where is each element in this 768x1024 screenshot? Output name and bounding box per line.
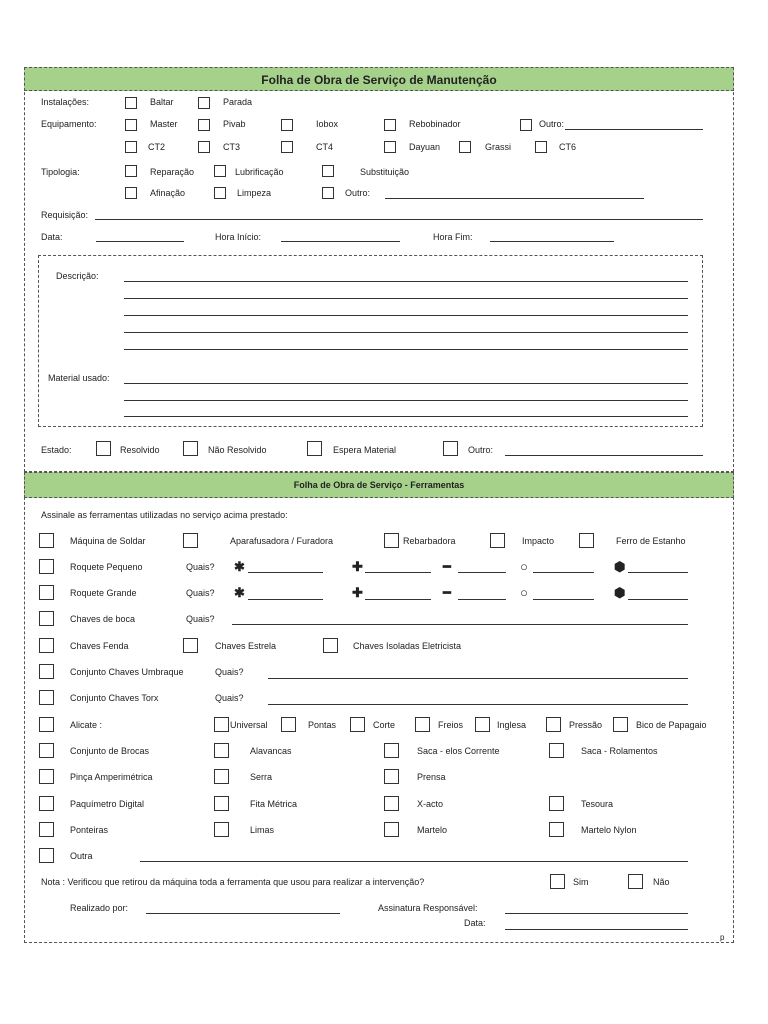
label-chaves-estrela: Chaves Estrela (215, 641, 277, 651)
checkbox-roquete-grande[interactable] (39, 585, 54, 600)
label-lubrificacao: Lubrificação (235, 167, 284, 177)
checkbox-alicate-pontas[interactable] (281, 717, 296, 732)
checkbox-saca-elos[interactable] (384, 743, 399, 758)
checkbox-parada[interactable] (198, 97, 210, 109)
label-rebobinador: Rebobinador (409, 119, 461, 129)
outra-field[interactable] (140, 861, 688, 862)
label-chaves-isoladas: Chaves Isoladas Eletricista (353, 641, 462, 651)
label-fita-metrica: Fita Métrica (250, 799, 298, 809)
checkbox-nao[interactable] (628, 874, 643, 889)
checkbox-alicate[interactable] (39, 717, 54, 732)
checkbox-outra[interactable] (39, 848, 54, 863)
main-title-band (24, 67, 734, 91)
label-prensa: Prensa (417, 772, 446, 782)
checkbox-substituicao[interactable] (322, 165, 334, 177)
label-saca-rolamentos: Saca - Rolamentos (581, 746, 658, 756)
slot-bit-icon: ━ (443, 585, 451, 600)
checkbox-resolvido[interactable] (96, 441, 111, 456)
circle-bit-icon: ○ (520, 585, 528, 600)
realizado-por-label: Realizado por: (70, 903, 129, 913)
checkbox-rebobinador[interactable] (384, 119, 396, 131)
equip-outro-field[interactable] (565, 129, 703, 130)
label-alicate-inglesa: Inglesa (497, 720, 527, 730)
descricao-line-5[interactable] (124, 349, 688, 350)
checkbox-limas[interactable] (214, 822, 229, 837)
checkbox-lubrificacao[interactable] (214, 165, 226, 177)
label-resolvido: Resolvido (120, 445, 160, 455)
descricao-line-3[interactable] (124, 315, 688, 316)
label-nao-resolvido: Não Resolvido (208, 445, 267, 455)
hora-fim-field[interactable] (490, 241, 614, 242)
checkbox-chaves-estrela[interactable] (183, 638, 198, 653)
checkbox-serra[interactable] (214, 769, 229, 784)
tools-title-band (24, 472, 734, 498)
label-pinca-amperimetrica: Pinça Amperimétrica (70, 772, 153, 782)
tipologia-label: Tipologia: (41, 167, 80, 177)
label-x-acto: X-acto (417, 799, 444, 809)
data-assinatura-field[interactable] (505, 929, 688, 930)
hora-inicio-label: Hora Início: (215, 232, 262, 242)
chaves-boca-quais: Quais? (186, 614, 215, 624)
label-espera-material: Espera Material (333, 445, 397, 455)
checkbox-afinacao[interactable] (125, 187, 137, 199)
hex-bit-icon: ⬢ (614, 559, 626, 574)
star-bit-icon: ✱ (234, 559, 245, 574)
checkbox-alicate-freios[interactable] (415, 717, 430, 732)
label-tipo-outro: Outro: (345, 188, 371, 198)
checkbox-roquete-pequeno[interactable] (39, 559, 54, 574)
tools-instruction: Assinale as ferramentas utilizadas no serviço acima prestado: (41, 510, 288, 520)
checkbox-equip-outro[interactable] (520, 119, 532, 131)
checkbox-alicate-universal[interactable] (214, 717, 229, 732)
label-nao: Não (653, 877, 670, 887)
label-ponteiras: Ponteiras (70, 825, 109, 835)
label-alicate-freios: Freios (438, 720, 464, 730)
label-alavancas: Alavancas (250, 746, 292, 756)
checkbox-estado-outro[interactable] (443, 441, 458, 456)
label-equip-outro: Outro: (539, 119, 565, 129)
label-alicate-corte: Corte (373, 720, 396, 730)
checkbox-ponteiras[interactable] (39, 822, 54, 837)
roquete-grande-quais: Quais? (186, 588, 215, 598)
checkbox-rebarbadora[interactable] (384, 533, 399, 548)
label-ferro-estanho: Ferro de Estanho (616, 536, 686, 546)
roquete-grande-field-plus[interactable] (365, 599, 431, 600)
roquete-pequeno-field-hex[interactable] (628, 572, 688, 573)
label-brocas: Conjunto de Brocas (70, 746, 150, 756)
label-ct3: CT3 (223, 142, 241, 152)
umbraque-field[interactable] (268, 678, 688, 679)
descricao-label: Descrição: (56, 271, 99, 281)
checkbox-dayuan[interactable] (384, 141, 396, 153)
tools-title: Folha de Obra de Serviço - Ferramentas (293, 480, 465, 490)
checkbox-umbraque[interactable] (39, 664, 54, 679)
label-torx: Conjunto Chaves Torx (70, 693, 159, 703)
label-impacto: Impacto (522, 536, 555, 546)
checkbox-torx[interactable] (39, 690, 54, 705)
checkbox-alavancas[interactable] (214, 743, 229, 758)
checkbox-tipo-outro[interactable] (322, 187, 334, 199)
circle-bit-icon: ○ (520, 559, 528, 574)
checkbox-paquimetro[interactable] (39, 796, 54, 811)
assinatura-field[interactable] (505, 913, 688, 914)
label-alicate-bico-papagaio: Bico de Papagaio (636, 720, 707, 730)
roquete-pequeno-field-slot[interactable] (458, 572, 506, 573)
data-field[interactable] (96, 241, 184, 242)
page-marker: p (720, 933, 725, 942)
label-master: Master (150, 119, 178, 129)
checkbox-sim[interactable] (550, 874, 565, 889)
checkbox-maquina-soldar[interactable] (39, 533, 54, 548)
checkbox-fita-metrica[interactable] (214, 796, 229, 811)
checkbox-ct3[interactable] (198, 141, 210, 153)
plus-bit-icon: ✚ (352, 559, 363, 574)
label-estado-outro: Outro: (468, 445, 494, 455)
hora-inicio-field[interactable] (281, 241, 400, 242)
label-paquimetro: Paquímetro Digital (70, 799, 145, 809)
checkbox-nao-resolvido[interactable] (183, 441, 198, 456)
label-alicate-pontas: Pontas (308, 720, 337, 730)
checkbox-saca-rolamentos[interactable] (549, 743, 564, 758)
umbraque-quais: Quais? (215, 667, 244, 677)
label-sim: Sim (573, 877, 589, 887)
label-chaves-boca: Chaves de boca (70, 614, 136, 624)
label-baltar: Baltar (150, 97, 174, 107)
instalacoes-label: Instalações: (41, 97, 90, 107)
roquete-pequeno-field-plus[interactable] (365, 572, 431, 573)
assinatura-label: Assinatura Responsável: (378, 903, 478, 913)
label-martelo-nylon: Martelo Nylon (581, 825, 637, 835)
label-iobox: Iobox (316, 119, 339, 129)
label-substituicao: Substituição (360, 167, 410, 177)
realizado-por-field[interactable] (146, 913, 340, 914)
roquete-grande-field-hex[interactable] (628, 599, 688, 600)
checkbox-ct4[interactable] (281, 141, 293, 153)
requisicao-field[interactable] (95, 219, 703, 220)
roquete-grande-field-slot[interactable] (458, 599, 506, 600)
label-pivab: Pivab (223, 119, 246, 129)
equipamento-label: Equipamento: (41, 119, 97, 129)
checkbox-limpeza[interactable] (214, 187, 226, 199)
hex-bit-icon: ⬢ (614, 585, 626, 600)
roquete-grande-field-circle[interactable] (533, 599, 594, 600)
checkbox-impacto[interactable] (490, 533, 505, 548)
label-alicate-universal: Universal (230, 720, 268, 730)
roquete-pequeno-quais: Quais? (186, 562, 215, 572)
slot-bit-icon: ━ (443, 559, 451, 574)
label-limpeza: Limpeza (237, 188, 272, 198)
label-afinacao: Afinação (150, 188, 186, 198)
estado-outro-field[interactable] (505, 455, 703, 456)
hora-fim-label: Hora Fim: (433, 232, 473, 242)
label-alicate-pressao: Pressão (569, 720, 603, 730)
checkbox-reparacao[interactable] (125, 165, 137, 177)
checkbox-ct2[interactable] (125, 141, 137, 153)
checkbox-pinca-amperimetrica[interactable] (39, 769, 54, 784)
chaves-boca-field[interactable] (232, 624, 688, 625)
torx-field[interactable] (268, 704, 688, 705)
label-alicate: Alicate : (70, 720, 103, 730)
checkbox-martelo-nylon[interactable] (549, 822, 564, 837)
estado-label: Estado: (41, 445, 72, 455)
label-limas: Limas (250, 825, 275, 835)
label-saca-elos: Saca - elos Corrente (417, 746, 500, 756)
torx-quais: Quais? (215, 693, 244, 703)
label-martelo: Martelo (417, 825, 448, 835)
label-parada: Parada (223, 97, 253, 107)
checkbox-tesoura[interactable] (549, 796, 564, 811)
label-outra: Outra (70, 851, 93, 861)
checkbox-master[interactable] (125, 119, 137, 131)
label-ct6: CT6 (559, 142, 577, 152)
checkbox-prensa[interactable] (384, 769, 399, 784)
plus-bit-icon: ✚ (352, 585, 363, 600)
descricao-line-2[interactable] (124, 298, 688, 299)
label-roquete-grande: Roquete Grande (70, 588, 137, 598)
checkbox-martelo[interactable] (384, 822, 399, 837)
checkbox-chaves-isoladas[interactable] (323, 638, 338, 653)
requisicao-label: Requisição: (41, 210, 89, 220)
checkbox-alicate-inglesa[interactable] (475, 717, 490, 732)
label-tesoura: Tesoura (581, 799, 614, 809)
checkbox-ferro-estanho[interactable] (579, 533, 594, 548)
nota-text: Nota : Verificou que retirou da máquina toda a ferramenta que usou para realizar a intervenção? (41, 877, 425, 887)
label-grassi: Grassi (485, 142, 512, 152)
star-bit-icon: ✱ (234, 585, 245, 600)
roquete-pequeno-field-circle[interactable] (533, 572, 594, 573)
checkbox-alicate-bico-papagaio[interactable] (613, 717, 628, 732)
checkbox-iobox[interactable] (281, 119, 293, 131)
label-aparafusadora: Aparafusadora / Furadora (230, 536, 334, 546)
label-umbraque: Conjunto Chaves Umbraque (70, 667, 184, 677)
checkbox-alicate-pressao[interactable] (546, 717, 561, 732)
label-ct2: CT2 (148, 142, 166, 152)
material-line-3[interactable] (124, 416, 688, 417)
label-dayuan: Dayuan (409, 142, 441, 152)
checkbox-x-acto[interactable] (384, 796, 399, 811)
label-rebarbadora: Rebarbadora (403, 536, 456, 546)
checkbox-baltar[interactable] (125, 97, 137, 109)
material-line-2[interactable] (124, 400, 688, 401)
checkbox-aparafusadora[interactable] (183, 533, 198, 548)
checkbox-pivab[interactable] (198, 119, 210, 131)
label-reparacao: Reparação (150, 167, 195, 177)
main-title: Folha de Obra de Serviço de Manutenção (261, 73, 497, 87)
data-label: Data: (41, 232, 63, 242)
material-label: Material usado: (48, 373, 110, 383)
label-maquina-soldar: Máquina de Soldar (70, 536, 146, 546)
checkbox-chaves-fenda[interactable] (39, 638, 54, 653)
checkbox-chaves-boca[interactable] (39, 611, 54, 626)
checkbox-ct6[interactable] (535, 141, 547, 153)
checkbox-alicate-corte[interactable] (350, 717, 365, 732)
material-line-1[interactable] (124, 383, 688, 384)
checkbox-espera-material[interactable] (307, 441, 322, 456)
roquete-grande-field-star[interactable] (248, 599, 323, 600)
tipo-outro-field[interactable] (385, 198, 644, 199)
data-assinatura-label: Data: (464, 918, 486, 928)
descricao-line-1[interactable] (124, 281, 688, 282)
roquete-pequeno-field-star[interactable] (248, 572, 323, 573)
label-serra: Serra (250, 772, 273, 782)
label-ct4: CT4 (316, 142, 334, 152)
label-roquete-pequeno: Roquete Pequeno (70, 562, 143, 572)
label-chaves-fenda: Chaves Fenda (70, 641, 129, 651)
checkbox-grassi[interactable] (459, 141, 471, 153)
descricao-line-4[interactable] (124, 332, 688, 333)
checkbox-brocas[interactable] (39, 743, 54, 758)
